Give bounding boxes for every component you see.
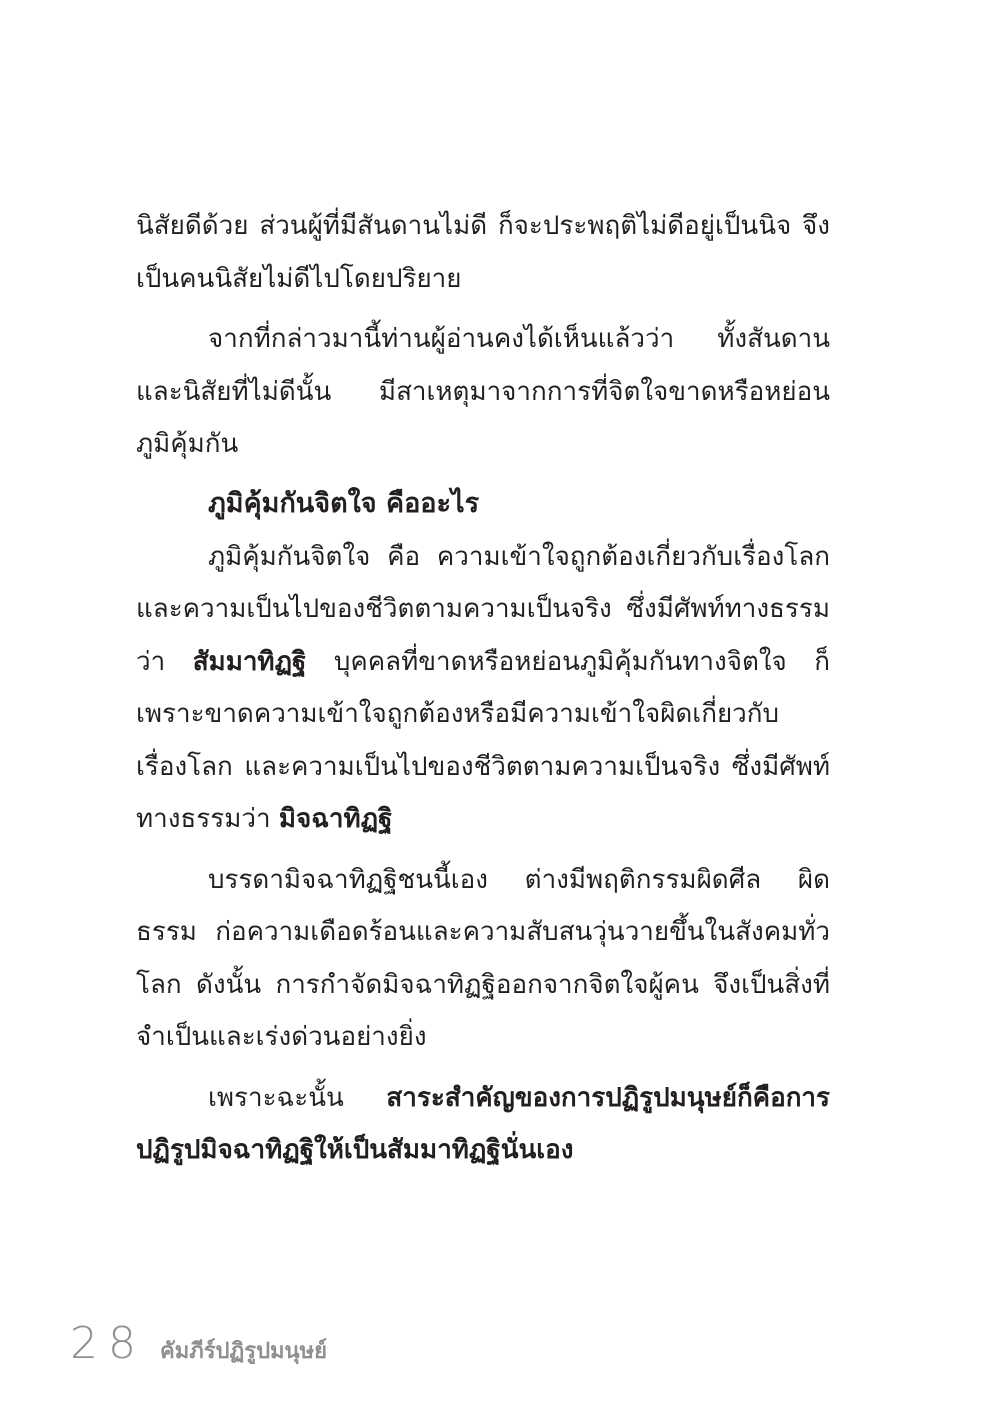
section-heading: ภูมิคุ้มกันจิตใจ คืออะไร: [208, 487, 480, 519]
term-micchaditthi: มิจฉาทิฏฐิ: [278, 804, 393, 834]
key-statement: สาระสำคัญของการปฏิรูปมนุษย์ก็คือการปฏิรูปมิจฉาทิฏฐิให้เป็นสัมมาทิฏฐินั่นเอง: [136, 1082, 830, 1165]
paragraph-5: [136, 1072, 830, 1177]
paragraph-1: นิสัยดีด้วย ส่วนผู้ที่มีสันดานไม่ดี ก็จะประพฤติไม่ดีอยู่เป็นนิจ จึงเป็นคนนิสัยไม่ดีไปโดยปริยาย: [136, 211, 830, 294]
paragraph-4: บรรดามิจฉาทิฏฐิชนนี้เอง ต่างมีพฤติกรรมผิดศีล ผิดธรรม ก่อความเดือดร้อนและความสับสนวุ่นวายขึ้นในสังคมทั่วโลก ดังนั้น การกำจัดมิจฉาทิฏฐิออกจากจิตใจผู้คน จึงเป็นสิ่งที่จำเป็นและเร่งด่วนอย่างยิ่ง: [136, 864, 830, 1052]
paragraph-3-part-c: บุคคลที่ขาดหรือหย่อนภูมิคุ้มกันทางจิตใจ ก็เพราะขาดความเข้าใจถูกต้องหรือมีความเข้าใจผิดเกี่ยวกับเรื่องโลก และความเป็นไปของชีวิตตามความเป็นจริง ซึ่งมีศัพท์ทางธรรมว่า: [136, 646, 830, 834]
running-title: คัมภีร์ปฏิรูปมนุษย์: [160, 1339, 327, 1364]
term-sammaditthi: สัมมาทิฏฐิ: [192, 646, 307, 677]
paragraph-3-part-a: ภูมิคุ้มกันจิตใจ คือ ความเข้าใจถูกต้องเกี่ยวกับเรื่องโลกและความเป็นไปของชีวิตตามความเป็นจริง ซึ่งมีศัพท์ทางธรรมว่า: [136, 541, 830, 677]
paragraph-3: [136, 531, 830, 846]
page-body: [136, 200, 830, 1177]
page-footer: [70, 1318, 327, 1378]
page-number: 28: [70, 1318, 146, 1369]
paragraph-5-part-a: เพราะฉะนั้น: [208, 1082, 387, 1113]
paragraph-2: จากที่กล่าวมานี้ท่านผู้อ่านคงได้เห็นแล้วว่า ทั้งสันดานและนิสัยที่ไม่ดีนั้น มีสาเหตุมาจากการที่จิตใจขาดหรือหย่อนภูมิคุ้มกัน: [136, 324, 830, 459]
